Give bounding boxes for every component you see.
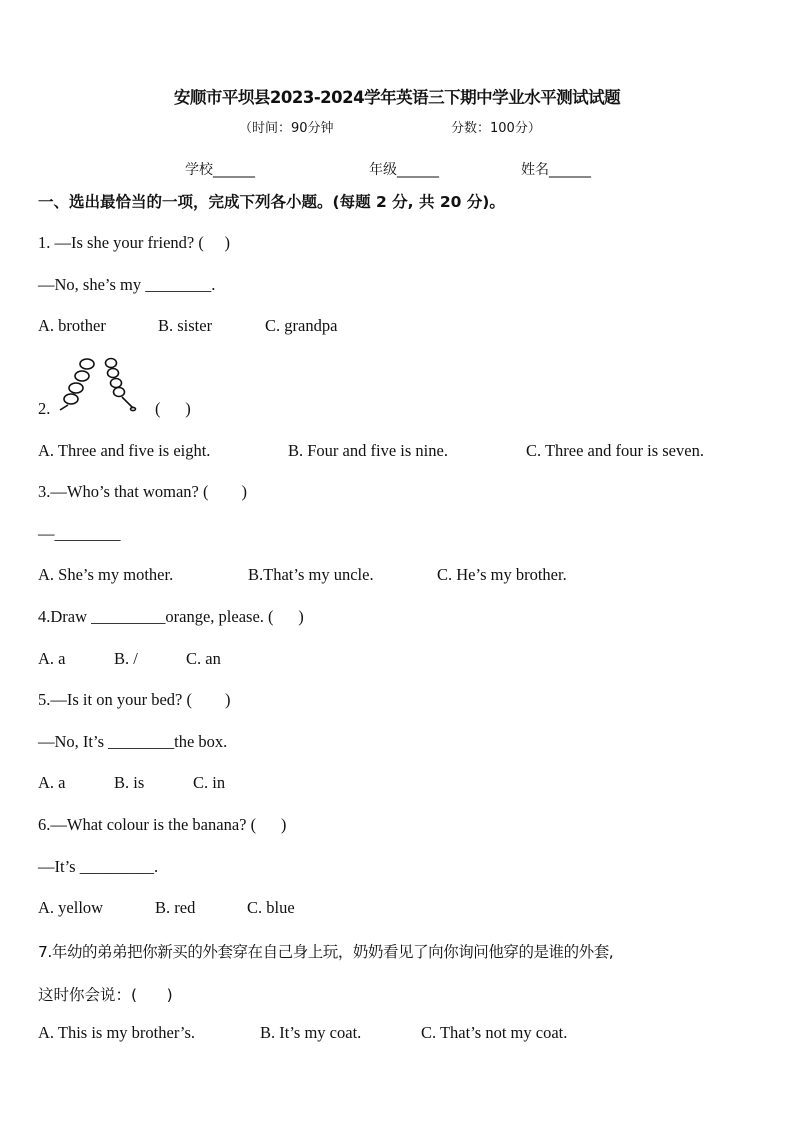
school-field: 学校______ <box>185 162 255 178</box>
question-6-option-c: C. blue <box>247 898 295 917</box>
question-2-option-a: A. Three and five is eight. <box>38 441 211 460</box>
question-6-answer-line: —It’s _________. <box>38 857 159 876</box>
question-1-answer-line: —No, she’s my ________. <box>38 275 216 294</box>
name-field: 姓名______ <box>521 162 591 178</box>
question-1-option-c: C. grandpa <box>265 316 338 335</box>
question-1-option-b: B. sister <box>158 316 213 335</box>
question-6-text: 6.—What colour is the banana? ( ) <box>38 815 287 834</box>
question-7-text: 7.年幼的弟弟把你新买的外套穿在自己身上玩，奶奶看见了向你询问他穿的是谁的外套, <box>38 943 614 961</box>
skewer-beads-icon <box>58 354 140 416</box>
question-7-option-b: B. It’s my coat. <box>260 1023 362 1042</box>
question-4-option-c: C. an <box>186 649 221 668</box>
section-title: 一、选出最恰当的一项，完成下列各小题。(每题 2 分, 共 20 分)。 <box>38 193 505 211</box>
question-5-option-a: A. a <box>38 773 66 792</box>
question-4-option-b: B. / <box>114 649 138 668</box>
question-5-option-b: B. is <box>114 773 145 792</box>
question-5-option-c: C. in <box>193 773 226 792</box>
question-6-option-b: B. red <box>155 898 196 917</box>
question-7-option-a: A. This is my brother’s. <box>38 1023 196 1042</box>
question-4-text: 4.Draw _________orange, please. ( ) <box>38 607 304 626</box>
question-1-option-a: A. brother <box>38 316 106 335</box>
question-5-text: 5.—Is it on your bed? ( ) <box>38 690 231 709</box>
question-4-option-a: A. a <box>38 649 66 668</box>
page-title: 安顺市平坝县2023-2024学年英语三下期中学业水平测试试题 <box>173 88 621 107</box>
question-3-option-b: B.That’s my uncle. <box>248 565 374 584</box>
question-3-text: 3.—Who’s that woman? ( ) <box>38 482 247 501</box>
question-3-answer-line: —________ <box>38 524 121 543</box>
question-7-option-c: C. That’s not my coat. <box>421 1023 568 1042</box>
question-6-option-a: A. yellow <box>38 898 104 917</box>
question-1-text: 1. —Is she your friend? ( ) <box>38 233 230 252</box>
question-3-option-c: C. He’s my brother. <box>437 565 567 584</box>
question-3-option-a: A. She’s my mother. <box>38 565 174 584</box>
exam-time: （时间：90分钟 <box>239 121 334 136</box>
question-2-number: 2. <box>38 399 51 418</box>
question-2-option-c: C. Three and four is seven. <box>526 441 704 460</box>
exam-score: 分数：100分） <box>451 121 541 136</box>
question-2-option-b: B. Four and five is nine. <box>288 441 448 460</box>
grade-field: 年级______ <box>369 162 439 178</box>
question-5-answer-line: —No, It’s ________the box. <box>38 732 228 751</box>
question-7-text-continued: 这时你会说：( ) <box>38 986 173 1004</box>
question-2-answer-paren: ( ) <box>155 399 191 418</box>
